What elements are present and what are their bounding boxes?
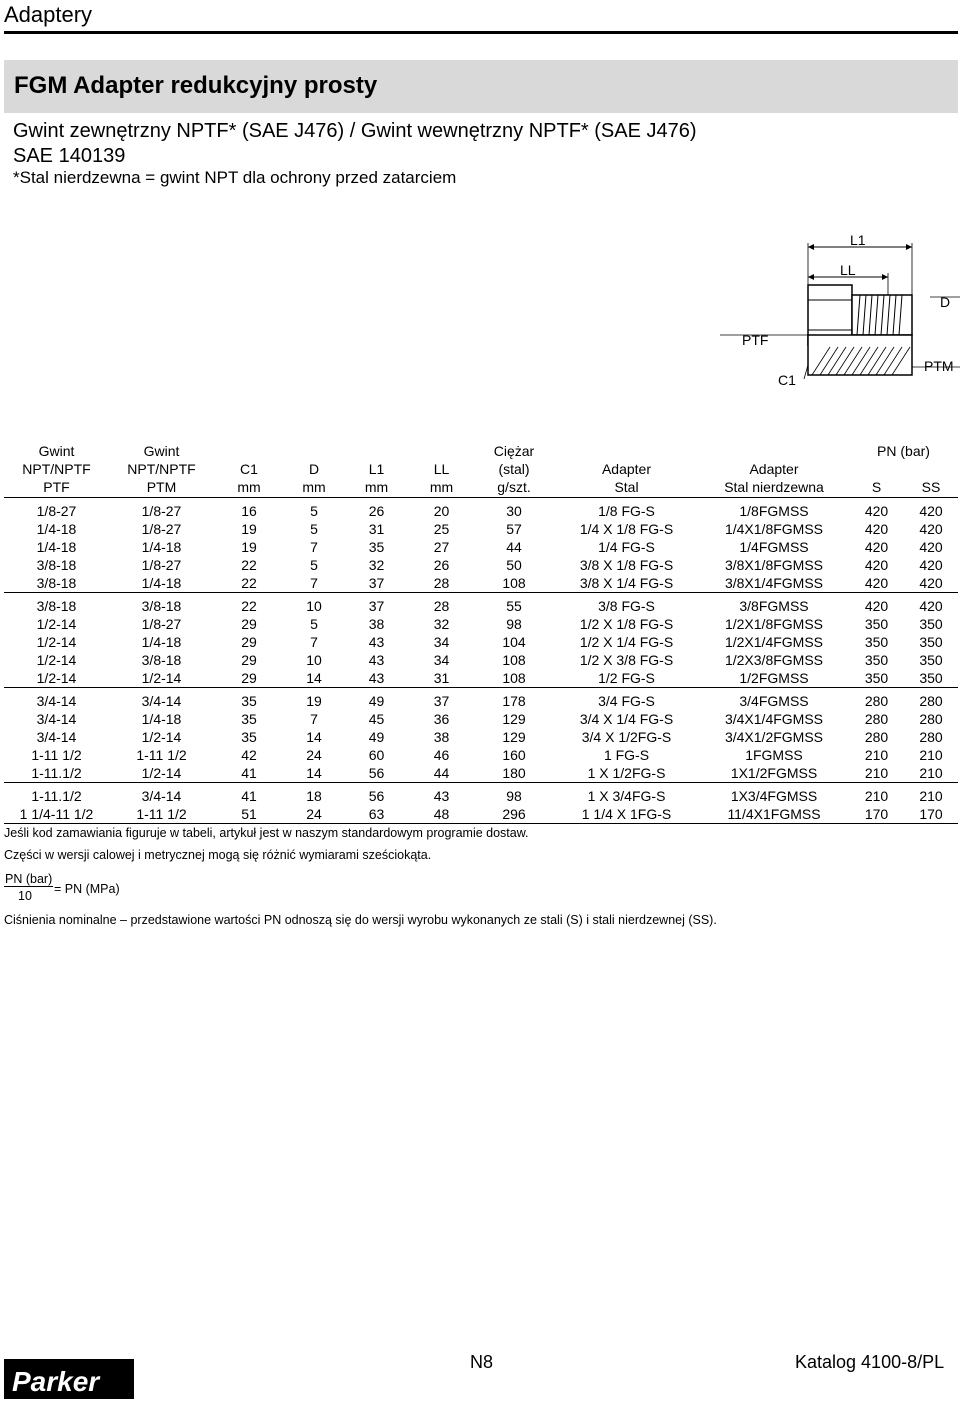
cell-ptm-thread: 1-11 1/2 [136, 747, 187, 763]
cell-ptf-thread: 1-11.1/2 [31, 765, 82, 781]
cell-pn-s: 280 [864, 711, 889, 727]
cell-pn-s: 350 [864, 616, 889, 632]
label-l1: L1 [850, 232, 866, 248]
cell-stainless-code: 1/2X1/4FGMSS [724, 634, 824, 650]
cell-stainless-code: 3/4X1/4FGMSS [724, 711, 824, 727]
cell-weight: 108 [502, 652, 526, 668]
cell-ptm-thread: 1/8-27 [109, 498, 214, 521]
cell-d: 7 [310, 539, 318, 555]
cell-steel-code: 1/2 X 1/8 FG-S [579, 616, 674, 632]
cell-ll: 32 [433, 616, 450, 632]
header-ll: LL [433, 461, 450, 477]
header-ptf-1: Gwint [38, 443, 75, 459]
cell-d: 24 [306, 747, 322, 763]
footnote-pressure: Ciśnienia nominalne – przedstawione wartości PN odnoszą się do wersji wyrobu wykonanych ze stali (S) i stali nierdzewnej (SS). [4, 913, 717, 927]
cell-steel-code: 1/2 X 3/8 FG-S [579, 652, 674, 668]
table-row [4, 593, 958, 616]
cell-ptm-thread: 1/4-18 [141, 575, 182, 591]
cell-c1: 16 [214, 498, 284, 521]
cell-c1: 22 [214, 593, 284, 616]
cell-ll: 31 [433, 670, 450, 686]
cell-weight: 55 [474, 593, 554, 616]
table-row [4, 615, 958, 633]
cell-d: 7 [310, 634, 318, 650]
cell-pn-ss: 210 [904, 783, 958, 806]
cell-ptf-thread: 3/8-18 [4, 593, 109, 616]
cell-c1: 29 [241, 616, 257, 632]
cell-ll: 28 [409, 593, 474, 616]
cell-pn-ss: 420 [904, 498, 958, 521]
cell-stainless-code: 3/8FGMSS [699, 593, 849, 616]
cell-ptm-thread: 3/4-14 [109, 688, 214, 711]
spec-table-body [4, 498, 958, 824]
cell-stainless-code: 11/4X1FGMSS [699, 805, 849, 824]
header-ptf-2: NPT/NPTF [22, 461, 91, 477]
cell-pn-ss: 350 [919, 634, 943, 650]
cell-weight: 178 [474, 688, 554, 711]
cell-weight: 296 [474, 805, 554, 824]
cell-ptm-thread: 1/2-14 [141, 765, 182, 781]
cell-d: 10 [306, 652, 322, 668]
cell-ptm-thread: 1/4-18 [141, 539, 182, 555]
cell-ll: 20 [409, 498, 474, 521]
cell-c1: 41 [214, 783, 284, 806]
header-ptm-1: Gwint [143, 443, 180, 459]
cell-l1: 31 [368, 521, 385, 537]
cell-ptf-thread: 1/4-18 [36, 539, 77, 555]
cell-stainless-code: 3/8X1/8FGMSS [724, 557, 824, 573]
cell-steel-code: 1/4 X 1/8 FG-S [579, 521, 674, 537]
cell-pn-ss: 280 [919, 711, 943, 727]
cell-weight: 57 [506, 521, 522, 537]
cell-weight: 160 [502, 747, 526, 763]
cell-d: 14 [306, 729, 322, 745]
table-row [4, 710, 958, 728]
cell-stainless-code: 1X1/2FGMSS [730, 765, 818, 781]
table-row [4, 805, 958, 824]
cell-steel-code: 3/4 FG-S [554, 688, 699, 711]
header-l1-unit: mm [344, 478, 409, 498]
cell-ptm-thread: 1/4-18 [141, 711, 182, 727]
cell-pn-s: 350 [864, 634, 889, 650]
thread-spec: Gwint zewnętrzny NPTF* (SAE J476) / Gwint wewnętrzny NPTF* (SAE J476) [13, 120, 697, 142]
cell-l1: 38 [368, 616, 385, 632]
header-adapter-ss-2: Stal nierdzewna [699, 478, 849, 498]
formula-denominator: 10 [18, 889, 32, 903]
header-adapter-ss: Adapter [749, 461, 799, 477]
cell-ptf-thread: 1/4-18 [36, 521, 77, 537]
catalog-number: Katalog 4100-8/PL [795, 1352, 945, 1372]
cell-pn-ss: 210 [919, 765, 943, 781]
cell-pn-ss: 170 [904, 805, 958, 824]
cell-ptf-thread: 3/8-18 [36, 575, 77, 591]
cell-c1: 19 [241, 539, 257, 555]
cell-c1: 22 [241, 557, 257, 573]
header-adapter-steel: Adapter [601, 461, 652, 477]
formula-numerator: PN (bar) [5, 872, 53, 886]
cell-ll: 44 [433, 765, 450, 781]
cell-weight: 180 [502, 765, 526, 781]
cell-c1: 22 [241, 575, 257, 591]
stainless-note: *Stal nierdzewna = gwint NPT dla ochrony przed zatarciem [13, 168, 457, 187]
cell-d: 14 [306, 670, 322, 686]
cell-c1: 29 [241, 634, 257, 650]
cell-ll: 37 [409, 688, 474, 711]
cell-d: 14 [306, 765, 322, 781]
cell-ptm-thread: 1/8-27 [141, 521, 182, 537]
cell-c1: 42 [241, 747, 257, 763]
cell-c1: 29 [241, 670, 257, 686]
cell-d: 7 [310, 575, 318, 591]
cell-pn-s: 350 [864, 670, 889, 686]
cell-l1: 37 [368, 575, 385, 591]
cell-ll: 36 [433, 711, 450, 727]
cell-steel-code: 3/8 X 1/4 FG-S [579, 575, 674, 591]
cell-steel-code: 3/4 X 1/4 FG-S [579, 711, 674, 727]
header-pn-s: S [849, 478, 904, 498]
cell-l1: 45 [368, 711, 385, 727]
label-ptf: PTF [742, 332, 769, 348]
cell-d: 5 [310, 616, 318, 632]
cell-ptf-thread: 3/4-14 [36, 729, 77, 745]
cell-ll: 34 [433, 634, 450, 650]
cell-pn-s: 170 [849, 805, 904, 824]
cell-pn-s: 280 [849, 688, 904, 711]
sae-number: SAE 140139 [13, 145, 126, 167]
cell-pn-ss: 420 [919, 575, 943, 591]
cell-pn-s: 350 [864, 652, 889, 668]
cell-pn-ss: 210 [919, 747, 943, 763]
cell-ptm-thread: 3/8-18 [141, 652, 182, 668]
logo-text: Parker [12, 1366, 100, 1397]
header-ll-unit: mm [409, 478, 474, 498]
cell-ptm-thread: 1/8-27 [141, 616, 182, 632]
cell-weight: 129 [502, 711, 526, 727]
table-row [4, 746, 958, 764]
cell-pn-ss: 420 [919, 539, 943, 555]
cell-ptm-thread: 1/2-14 [141, 729, 182, 745]
cell-steel-code: 3/8 FG-S [554, 593, 699, 616]
cell-c1: 35 [214, 688, 284, 711]
cell-l1: 56 [344, 783, 409, 806]
cell-pn-s: 420 [864, 575, 889, 591]
cell-weight: 50 [506, 557, 522, 573]
formula-result: = PN (MPa) [54, 882, 120, 896]
cell-pn-ss: 420 [919, 521, 943, 537]
cell-pn-s: 420 [864, 539, 889, 555]
header-d: D [308, 461, 320, 477]
cell-l1: 35 [368, 539, 385, 555]
cell-stainless-code: 1/2X1/8FGMSS [724, 616, 824, 632]
cell-l1: 63 [344, 805, 409, 824]
cell-c1: 35 [241, 729, 257, 745]
cell-stainless-code: 1/2FGMSS [739, 670, 809, 686]
cell-d: 24 [284, 805, 344, 824]
cell-ptm-thread: 1/8-27 [141, 557, 182, 573]
cell-l1: 26 [344, 498, 409, 521]
cell-steel-code: 1/8 FG-S [554, 498, 699, 521]
cell-ptf-thread: 1/8-27 [4, 498, 109, 521]
cell-ll: 43 [409, 783, 474, 806]
cell-stainless-code: 3/4FGMSS [699, 688, 849, 711]
cell-weight: 108 [502, 670, 526, 686]
cell-stainless-code: 1X3/4FGMSS [699, 783, 849, 806]
header-weight-2: (stal) [498, 461, 530, 477]
page-code: N8 [470, 1352, 494, 1372]
cell-d: 7 [310, 711, 318, 727]
cell-c1: 51 [214, 805, 284, 824]
cell-pn-s: 210 [864, 765, 889, 781]
cell-steel-code: 1/4 FG-S [598, 539, 655, 555]
cell-ll: 25 [433, 521, 450, 537]
cell-steel-code: 1 X 1/2FG-S [587, 765, 666, 781]
cell-pn-s: 210 [864, 747, 889, 763]
cell-pn-s: 210 [849, 783, 904, 806]
cell-ll: 28 [433, 575, 450, 591]
table-row [4, 728, 958, 746]
table-row [4, 688, 958, 711]
cell-ll: 34 [433, 652, 450, 668]
parker-logo [4, 1357, 134, 1401]
cell-steel-code: 1/2 FG-S [598, 670, 655, 686]
cell-d: 5 [310, 521, 318, 537]
cell-ll: 46 [433, 747, 450, 763]
cell-pn-ss: 280 [919, 729, 943, 745]
cell-weight: 98 [506, 616, 522, 632]
cell-ptf-thread: 1-11.1/2 [4, 783, 109, 806]
table-row [4, 651, 958, 669]
cell-d: 18 [284, 783, 344, 806]
cell-pn-ss: 350 [919, 670, 943, 686]
cell-ptf-thread: 1/2-14 [36, 652, 77, 668]
cell-stainless-code: 1/8FGMSS [699, 498, 849, 521]
cell-l1: 32 [368, 557, 385, 573]
table-row [4, 764, 958, 783]
table-row [4, 574, 958, 593]
cell-pn-ss: 350 [919, 616, 943, 632]
table-row [4, 556, 958, 574]
header-c1-unit: mm [214, 478, 284, 498]
cell-weight: 98 [474, 783, 554, 806]
header-adapter-steel-2: Stal [554, 478, 699, 498]
cell-ll: 48 [409, 805, 474, 824]
cell-weight: 44 [506, 539, 522, 555]
cell-ll: 26 [433, 557, 450, 573]
table-row [4, 498, 958, 521]
cell-l1: 37 [344, 593, 409, 616]
cell-ptm-thread: 1/2-14 [141, 670, 182, 686]
header-ptm-3: PTM [109, 478, 214, 498]
cell-ptm-thread: 1/4-18 [141, 634, 182, 650]
header-rule [4, 31, 958, 34]
cell-c1: 19 [241, 521, 257, 537]
cell-c1: 29 [241, 652, 257, 668]
cell-pn-s: 420 [849, 498, 904, 521]
cell-d: 5 [284, 498, 344, 521]
cell-weight: 30 [474, 498, 554, 521]
header-weight-3: g/szt. [474, 478, 554, 498]
cell-steel-code: 3/4 X 1/2FG-S [581, 729, 672, 745]
table-row [4, 633, 958, 651]
cell-ptf-thread: 1-11 1/2 [31, 747, 82, 763]
label-d: D [940, 294, 951, 310]
cell-l1: 56 [368, 765, 385, 781]
cell-d: 5 [310, 557, 318, 573]
cell-d: 19 [284, 688, 344, 711]
cell-ptm-thread: 3/8-18 [109, 593, 214, 616]
table-row [4, 520, 958, 538]
cell-stainless-code: 1FGMSS [745, 747, 803, 763]
cell-pn-ss: 280 [904, 688, 958, 711]
product-title: FGM Adapter redukcyjny prosty [14, 72, 378, 99]
cell-l1: 43 [368, 634, 385, 650]
table-row [4, 538, 958, 556]
cell-ptf-thread: 3/4-14 [36, 711, 77, 727]
cell-steel-code: 1 1/4 X 1FG-S [554, 805, 699, 824]
cell-l1: 49 [344, 688, 409, 711]
cell-ptf-thread: 1/2-14 [36, 616, 77, 632]
table-row [4, 669, 958, 688]
footnote-hex: Części w wersji calowej i metrycznej mogą się różnić wymiarami sześciokąta. [4, 848, 432, 862]
cell-weight: 104 [502, 634, 526, 650]
cell-ll: 38 [433, 729, 450, 745]
cell-stainless-code: 1/4X1/8FGMSS [724, 521, 824, 537]
header-pn-ss: SS [904, 478, 958, 498]
header-d-unit: mm [284, 478, 344, 498]
cell-stainless-code: 1/4FGMSS [739, 539, 809, 555]
header-ptf-3: PTF [4, 478, 109, 498]
cell-c1: 35 [241, 711, 257, 727]
cell-stainless-code: 1/2X3/8FGMSS [724, 652, 824, 668]
cell-ptf-thread: 1/2-14 [36, 670, 77, 686]
table-row [4, 783, 958, 806]
header-pn: PN (bar) [877, 443, 930, 459]
cell-l1: 43 [368, 652, 385, 668]
cell-pn-s: 420 [849, 593, 904, 616]
cell-ptm-thread: 1-11 1/2 [109, 805, 214, 824]
cell-stainless-code: 3/8X1/4FGMSS [724, 575, 824, 591]
label-ptm: PTM [924, 358, 954, 374]
cell-weight: 108 [502, 575, 526, 591]
cell-ll: 27 [433, 539, 450, 555]
cell-steel-code: 1 X 3/4FG-S [554, 783, 699, 806]
cell-pn-ss: 420 [904, 593, 958, 616]
cell-steel-code: 1 FG-S [603, 747, 650, 763]
cell-pn-s: 420 [864, 521, 889, 537]
cell-ptf-thread: 3/8-18 [36, 557, 77, 573]
cell-ptf-thread: 1 1/4-11 1/2 [4, 805, 109, 824]
adapter-drawing [720, 225, 960, 395]
cell-l1: 43 [368, 670, 385, 686]
cell-d: 10 [284, 593, 344, 616]
product-banner [4, 60, 958, 113]
cell-weight: 129 [502, 729, 526, 745]
cell-pn-ss: 420 [919, 557, 943, 573]
cell-pn-s: 420 [864, 557, 889, 573]
cell-pn-ss: 350 [919, 652, 943, 668]
footnote-standard: Jeśli kod zamawiania figuruje w tabeli, artykuł jest w naszym standardowym programie dostaw. [4, 826, 529, 840]
cell-steel-code: 3/8 X 1/8 FG-S [579, 557, 674, 573]
cell-c1: 41 [241, 765, 257, 781]
section-title: Adaptery [4, 2, 93, 27]
cell-ptm-thread: 3/4-14 [109, 783, 214, 806]
cell-ptf-thread: 3/4-14 [4, 688, 109, 711]
spec-table [4, 442, 958, 824]
cell-steel-code: 1/2 X 1/4 FG-S [579, 634, 674, 650]
header-c1: C1 [240, 461, 258, 477]
header-l1: L1 [368, 461, 385, 477]
label-ll: LL [840, 262, 856, 278]
cell-l1: 49 [368, 729, 385, 745]
label-c1: C1 [778, 372, 796, 388]
pn-formula [4, 872, 120, 903]
cell-l1: 60 [368, 747, 385, 763]
cell-pn-s: 280 [864, 729, 889, 745]
header-ptm-2: NPT/NPTF [127, 461, 196, 477]
cell-ptf-thread: 1/2-14 [36, 634, 77, 650]
header-weight-1: Ciężar [493, 443, 535, 459]
cell-stainless-code: 3/4X1/2FGMSS [724, 729, 824, 745]
